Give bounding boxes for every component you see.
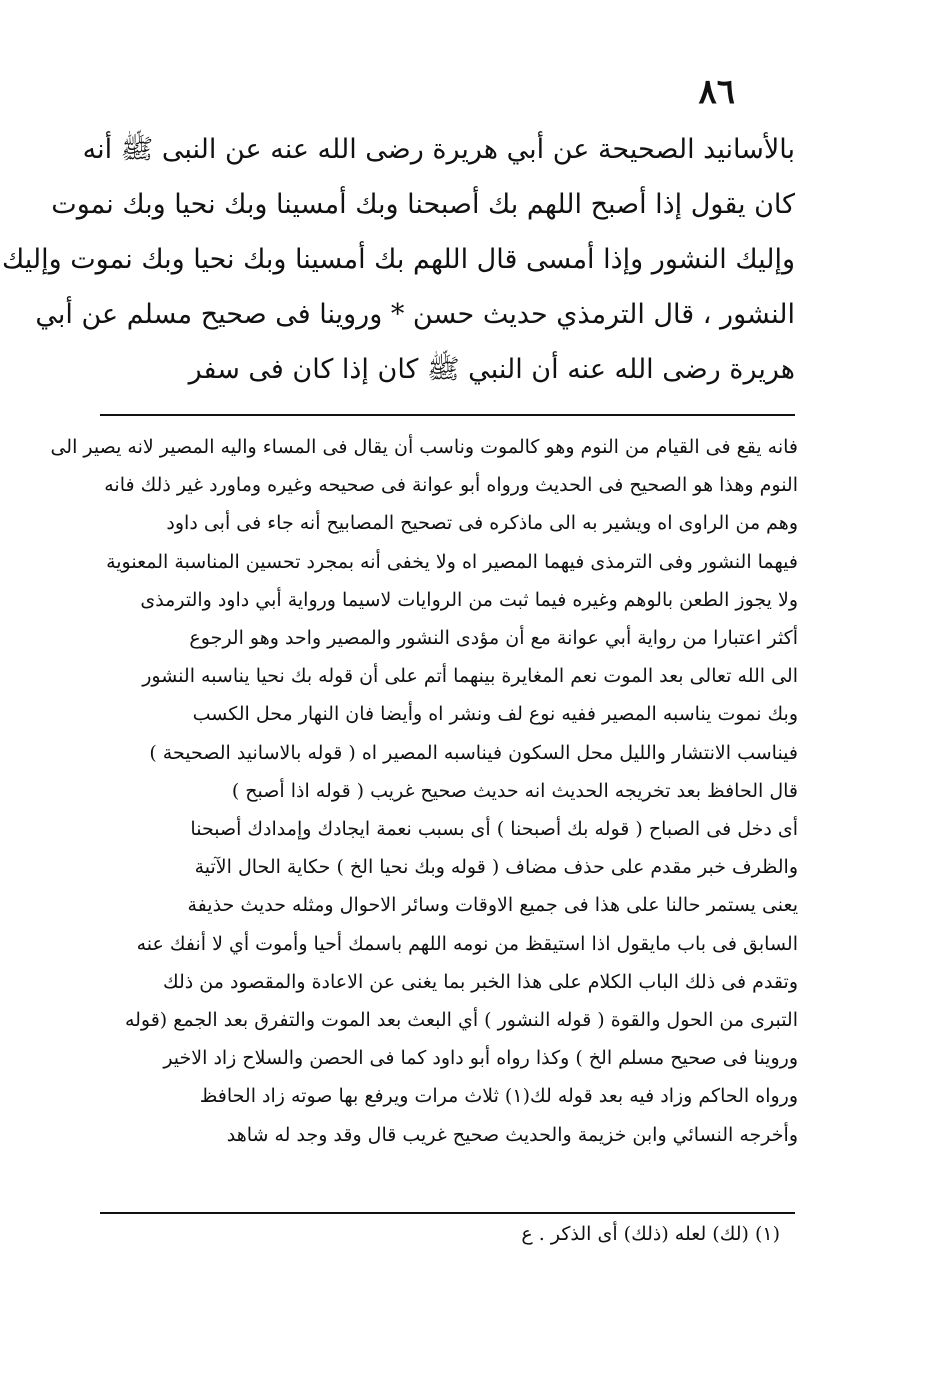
- commentary-line: ورواه الحاكم وزاد فيه بعد قوله لك(١) ثلاث مرات ويرفع بها صوته زاد الحافظ: [199, 1085, 798, 1108]
- commentary-line: وتقدم فى ذلك الباب الكلام على هذا الخبر بما يغنى عن الاعادة والمقصود من ذلك: [162, 970, 798, 993]
- commentary-line: يعنى يستمر حالنا على هذا فى جميع الاوقات وسائر الاحوال ومثله حديث حذيفة: [187, 894, 798, 917]
- commentary-line: قال الحافظ بعد تخريجه الحديث انه حديث صحيح غريب ( قوله اذا أصبح ): [231, 779, 798, 802]
- commentary-line: التبرى من الحول والقوة ( قوله النشور ) أي البعث بعد الموت والتفرق بعد الجمع (قوله: [124, 1009, 798, 1032]
- commentary-line: وهم من الراوى اه ويشير به الى ماذكره فى تصحيح المصابيح أنه جاء فى أبى داود: [166, 512, 798, 535]
- footnote: (١) (لك) لعله (ذلك) أى الذكر . ع: [521, 1223, 780, 1245]
- commentary-line: فيهما النشور وفى الترمذى فيهما المصير اه ولا يخفى أنه بمجرد تحسين المناسبة المعنوية: [106, 550, 798, 573]
- commentary-line: الى الله تعالى بعد الموت نعم المغايرة بينهما أتم على أن قوله بك نحيا يناسبه النشور: [142, 665, 798, 688]
- commentary-line: وأخرجه النسائي وابن خزيمة والحديث صحيح غريب قال وقد وجد له شاهد: [226, 1123, 798, 1146]
- main-text-line: النشور ، قال الترمذي حديث حسن * وروينا فى صحيح مسلم عن أبي: [35, 299, 795, 330]
- commentary-line: والظرف خبر مقدم على حذف مضاف ( قوله وبك نحيا الخ ) حكاية الحال الآتية: [194, 856, 798, 879]
- commentary-line: فيناسب الانتشار والليل محل السكون فيناسبه المصير اه ( قوله بالاسانيد الصحيحة ): [149, 741, 798, 764]
- commentary-line: وروينا فى صحيح مسلم الخ ) وكذا رواه أبو داود كما فى الحصن والسلاح زاد الاخير: [163, 1047, 798, 1070]
- commentary-line: ولا يجوز الطعن بالوهم وغيره فيما ثبت من الروايات لاسيما ورواية أبي داود والترمذى: [140, 588, 798, 611]
- separator-rule: [100, 414, 795, 416]
- commentary-line: وبك نموت يناسبه المصير ففيه نوع لف ونشر اه وأيضا فان النهار محل الكسب: [192, 703, 798, 726]
- main-text-line: بالأسانيد الصحيحة عن أبي هريرة رضى الله عنه عن النبى ﷺ أنه: [82, 134, 795, 165]
- main-text-line: كان يقول إذا أصبح اللهم بك أصبحنا وبك أمسينا وبك نحيا وبك نموت: [51, 189, 795, 220]
- page-number: ٨٦: [698, 72, 735, 112]
- commentary-line: فانه يقع فى القيام من النوم وهو كالموت وناسب أن يقال فى المساء واليه المصير لانه يصير الى: [50, 436, 798, 458]
- commentary-line: أى دخل فى الصباح ( قوله بك أصبحنا ) أى بسبب نعمة ايجادك وإمدادك أصبحنا: [190, 818, 798, 841]
- footnote-rule: [100, 1212, 795, 1214]
- commentary-line: السابق فى باب مايقول اذا استيقظ من نومه اللهم باسمك أحيا وأموت أي لا أنفك عنه: [136, 932, 798, 955]
- main-text-line: وإليك النشور وإذا أمسى قال اللهم بك أمسينا وبك نحيا وبك نموت وإليك: [2, 244, 795, 275]
- commentary-line: النوم وهذا هو الصحيح فى الحديث ورواه أبو عوانة فى صحيحه وغيره وماورد غير ذلك فانه: [104, 474, 798, 497]
- commentary-text: [50, 428, 798, 1154]
- main-text: [2, 122, 795, 397]
- commentary-line: أكثر اعتبارا من رواية أبي عوانة مع أن مؤدى النشور والمصير واحد وهو الرجوع: [189, 627, 798, 650]
- main-text-line: هريرة رضى الله عنه أن النبي ﷺ كان إذا كان فى سفر: [188, 354, 795, 385]
